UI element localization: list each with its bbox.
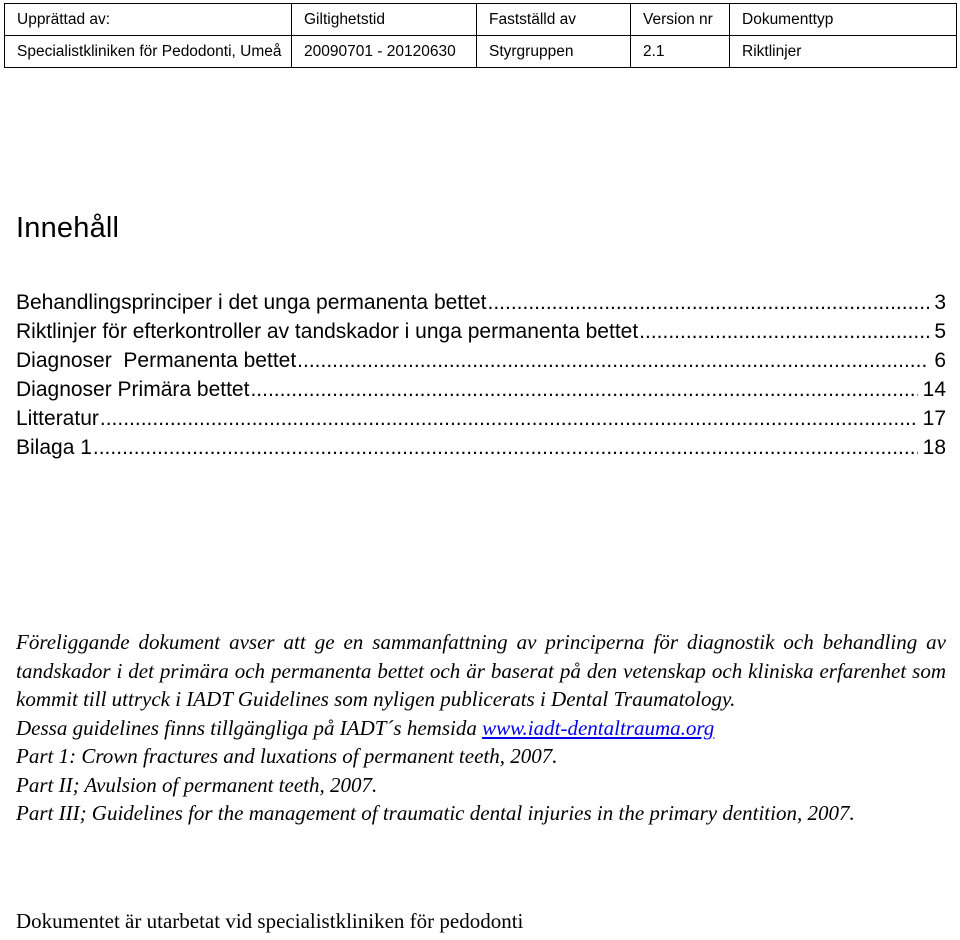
header-value-validity: 20090701 - 20120630: [292, 36, 477, 68]
toc-entry[interactable]: [16, 433, 946, 462]
toc-leader-dots: [297, 346, 929, 375]
toc-entry-label: Diagnoser Permanenta bettet: [16, 349, 297, 372]
toc-entry-label: Bilaga 1: [16, 436, 92, 459]
toc-entry-page: 6: [934, 349, 946, 372]
guidelines-prefix: Dessa guidelines finns tillgängliga på IADT´s hemsida: [16, 715, 483, 740]
iadt-website-link[interactable]: www.iadt-dentaltrauma.org: [482, 715, 715, 740]
toc-leader-dots: [100, 404, 918, 433]
toc-leader-dots: [93, 433, 918, 462]
toc-title: Innehåll: [16, 212, 120, 244]
header-value-prepared-by: Specialistkliniken för Pedodonti, Umeå: [5, 36, 292, 68]
guideline-part-2: Part II; Avulsion of permanent teeth, 2007.: [16, 772, 378, 797]
toc-entry-page: 5: [934, 320, 946, 343]
header-label-validity: Giltighetstid: [292, 4, 477, 36]
header-value-version: 2.1: [631, 36, 730, 68]
header-label-version: Version nr: [631, 4, 730, 36]
toc-entry-page: 18: [922, 436, 946, 459]
table-of-contents: [16, 288, 946, 462]
header-value-approved-by: Styrgruppen: [477, 36, 631, 68]
header-label-row: [5, 4, 957, 36]
document-header-table: [4, 3, 957, 68]
header-value-doc-type: Riktlinjer: [730, 36, 957, 68]
guidelines-availability-line: [16, 714, 946, 743]
toc-entry-label: Riktlinjer för efterkontroller av tandskador i unga permanenta bettet: [16, 320, 639, 343]
header-label-prepared-by: Upprättad av:: [5, 4, 292, 36]
toc-entry-label: Behandlingsprinciper i det unga permanenta bettet: [16, 291, 487, 314]
toc-entry-page: 3: [934, 291, 946, 314]
header-label-doc-type: Dokumenttyp: [730, 4, 957, 36]
toc-entry[interactable]: [16, 375, 946, 404]
header-value-row: [5, 36, 957, 68]
toc-entry[interactable]: [16, 404, 946, 433]
toc-leader-dots: [250, 375, 917, 404]
toc-entry-page: 14: [922, 378, 946, 401]
intro-section: [16, 628, 946, 828]
toc-entry[interactable]: [16, 288, 946, 317]
toc-entry[interactable]: [16, 317, 946, 346]
guideline-part-1: Part 1: Crown fractures and luxations of permanent teeth, 2007.: [16, 744, 558, 768]
intro-paragraph: Föreliggande dokument avser att ge en sammanfattning av principerna för diagnostik och behandling av tandskador i det primära och permanenta bettet och är baserat på den vetenskap och kliniska erfarenhet som kommit till uttryck i IADT Guidelines som nyligen publicerats i Dental Traumatology.: [16, 630, 946, 711]
guideline-part-3: Part III; Guidelines for the management of traumatic dental injuries in the primary dentition, 2007.: [16, 801, 855, 825]
header-label-approved-by: Fastställd av: [477, 4, 631, 36]
toc-leader-dots: [639, 317, 929, 346]
toc-entry-label: Litteratur: [16, 407, 99, 430]
authorship-note: Dokumentet är utarbetat vid specialistkliniken för pedodonti: [16, 909, 524, 933]
toc-leader-dots: [488, 288, 930, 317]
toc-entry[interactable]: [16, 346, 946, 375]
toc-entry-page: 17: [922, 407, 946, 430]
toc-entry-label: Diagnoser Primära bettet: [16, 378, 250, 401]
